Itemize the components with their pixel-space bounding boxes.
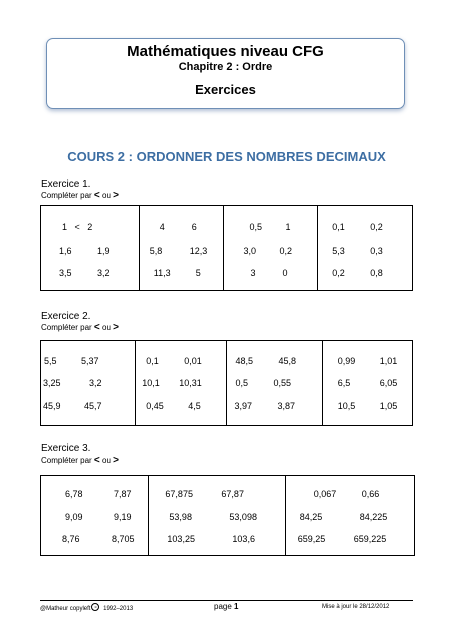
table-cell: 84,25 (299, 512, 323, 522)
table-cell: 0,2 (279, 246, 293, 256)
table-cell: 0,2 (332, 268, 345, 278)
table-cell: 53,98 (169, 512, 192, 522)
exercise-2-title: Exercice 2. (41, 311, 91, 322)
table-cell: 67,875 (165, 489, 193, 499)
table-cell: 5,37 (81, 356, 99, 366)
table-cell: 3,25 (43, 378, 61, 388)
exercise-3-table (40, 475, 415, 556)
table-cell: 3,2 (89, 378, 102, 388)
table-cell: 3,0 (243, 246, 257, 256)
table-column (322, 341, 412, 425)
table-cell: 5,5 (44, 356, 57, 366)
table-cell: 8,76 (62, 534, 80, 544)
table-column (135, 341, 225, 425)
table-cell: 0,66 (361, 489, 380, 499)
table-cell: 12,3 (189, 246, 208, 256)
exercise-2-instruction: Compléter par < ou > (41, 322, 119, 333)
table-cell: 0 (282, 268, 288, 278)
table-cell: 9,19 (114, 512, 132, 522)
table-column (226, 341, 322, 425)
table-cell: 84,225 (359, 512, 388, 522)
table-cell: 0,3 (370, 246, 383, 256)
course-title: COURS 2 : ORDONNER DES NOMBRES DECIMAUX (67, 149, 386, 164)
table-cell: 6 (191, 222, 197, 232)
table-column (41, 206, 139, 290)
table-cell: 67,87 (221, 489, 244, 499)
table-cell: 1,6 (59, 246, 72, 256)
table-cell: 1 (285, 222, 291, 232)
table-cell: 3,2 (97, 268, 110, 278)
table-cell: 3,5 (59, 268, 72, 278)
table-cell: 0,5 (235, 378, 249, 388)
table-cell: 0,5 (249, 222, 263, 232)
table-column (148, 476, 284, 555)
table-column (285, 476, 414, 555)
table-cell: 6,05 (379, 378, 398, 388)
table-cell: 3,97 (234, 401, 253, 411)
table-cell: 9,09 (65, 512, 83, 522)
table-cell: 10,1 (142, 378, 160, 388)
table-cell: 4 (159, 222, 165, 232)
exercise-1-title: Exercice 1. (41, 179, 91, 190)
copyleft-icon: ↄ (91, 603, 99, 611)
table-cell: 103,6 (232, 534, 255, 544)
exercise-2-table (40, 340, 413, 426)
table-cell: 53,098 (229, 512, 257, 522)
table-cell: 1 < 2 (62, 222, 93, 232)
document-title: Mathématiques niveau CFG (127, 43, 324, 60)
table-column (317, 206, 412, 290)
table-cell: 5,8 (149, 246, 163, 256)
table-cell: 0,45 (146, 401, 164, 411)
chapter-subtitle: Chapitre 2 : Ordre (178, 61, 273, 73)
table-cell: 6,78 (65, 489, 83, 499)
table-cell: 1,05 (379, 401, 398, 411)
footer-copyright: @Matheur copyleft ↄ 1992–2013 (40, 604, 134, 612)
table-cell: 45,8 (278, 356, 297, 366)
table-column (223, 206, 318, 290)
table-cell: 45,7 (84, 401, 102, 411)
table-cell: 0,1 (332, 222, 345, 232)
table-cell: 103,25 (167, 534, 195, 544)
table-cell: 10,31 (179, 378, 202, 388)
footer-divider (40, 600, 413, 601)
table-column (139, 206, 223, 290)
table-cell: 0,8 (370, 268, 383, 278)
exercise-3-title: Exercice 3. (41, 443, 91, 454)
table-cell: 10,5 (337, 401, 356, 411)
exercise-1-instruction: Compléter par < ou > (41, 190, 119, 201)
table-cell: 0,55 (273, 378, 292, 388)
footer-page: page 1 (214, 602, 239, 611)
table-cell: 3,87 (277, 401, 296, 411)
table-cell: 0,067 (313, 489, 337, 499)
header-box (46, 38, 405, 109)
footer-updated: Mise à jour le 28/12/2012 (322, 604, 390, 610)
table-cell: 1,01 (379, 356, 398, 366)
exercise-3-instruction: Compléter par < ou > (41, 455, 119, 466)
table-cell: 5,3 (332, 246, 345, 256)
table-cell: 0,99 (337, 356, 356, 366)
table-cell: 45,9 (43, 401, 61, 411)
table-cell: 6,5 (337, 378, 351, 388)
table-cell: 48,5 (235, 356, 254, 366)
section-title: Exercices (195, 82, 256, 97)
table-column (41, 341, 135, 425)
table-cell: 3 (250, 268, 256, 278)
table-cell: 1,9 (97, 246, 110, 256)
table-cell: 7,87 (114, 489, 132, 499)
table-cell: 0,01 (184, 356, 202, 366)
table-cell: 11,3 (153, 268, 171, 278)
table-cell: 659,25 (297, 534, 326, 544)
table-cell: 659,225 (353, 534, 387, 544)
table-cell: 5 (195, 268, 201, 278)
table-cell: 0,1 (146, 356, 159, 366)
exercise-1-table (40, 205, 413, 291)
table-column (41, 476, 148, 555)
table-cell: 4,5 (188, 401, 201, 411)
table-cell: 8,705 (112, 534, 135, 544)
table-cell: 0,2 (370, 222, 383, 232)
